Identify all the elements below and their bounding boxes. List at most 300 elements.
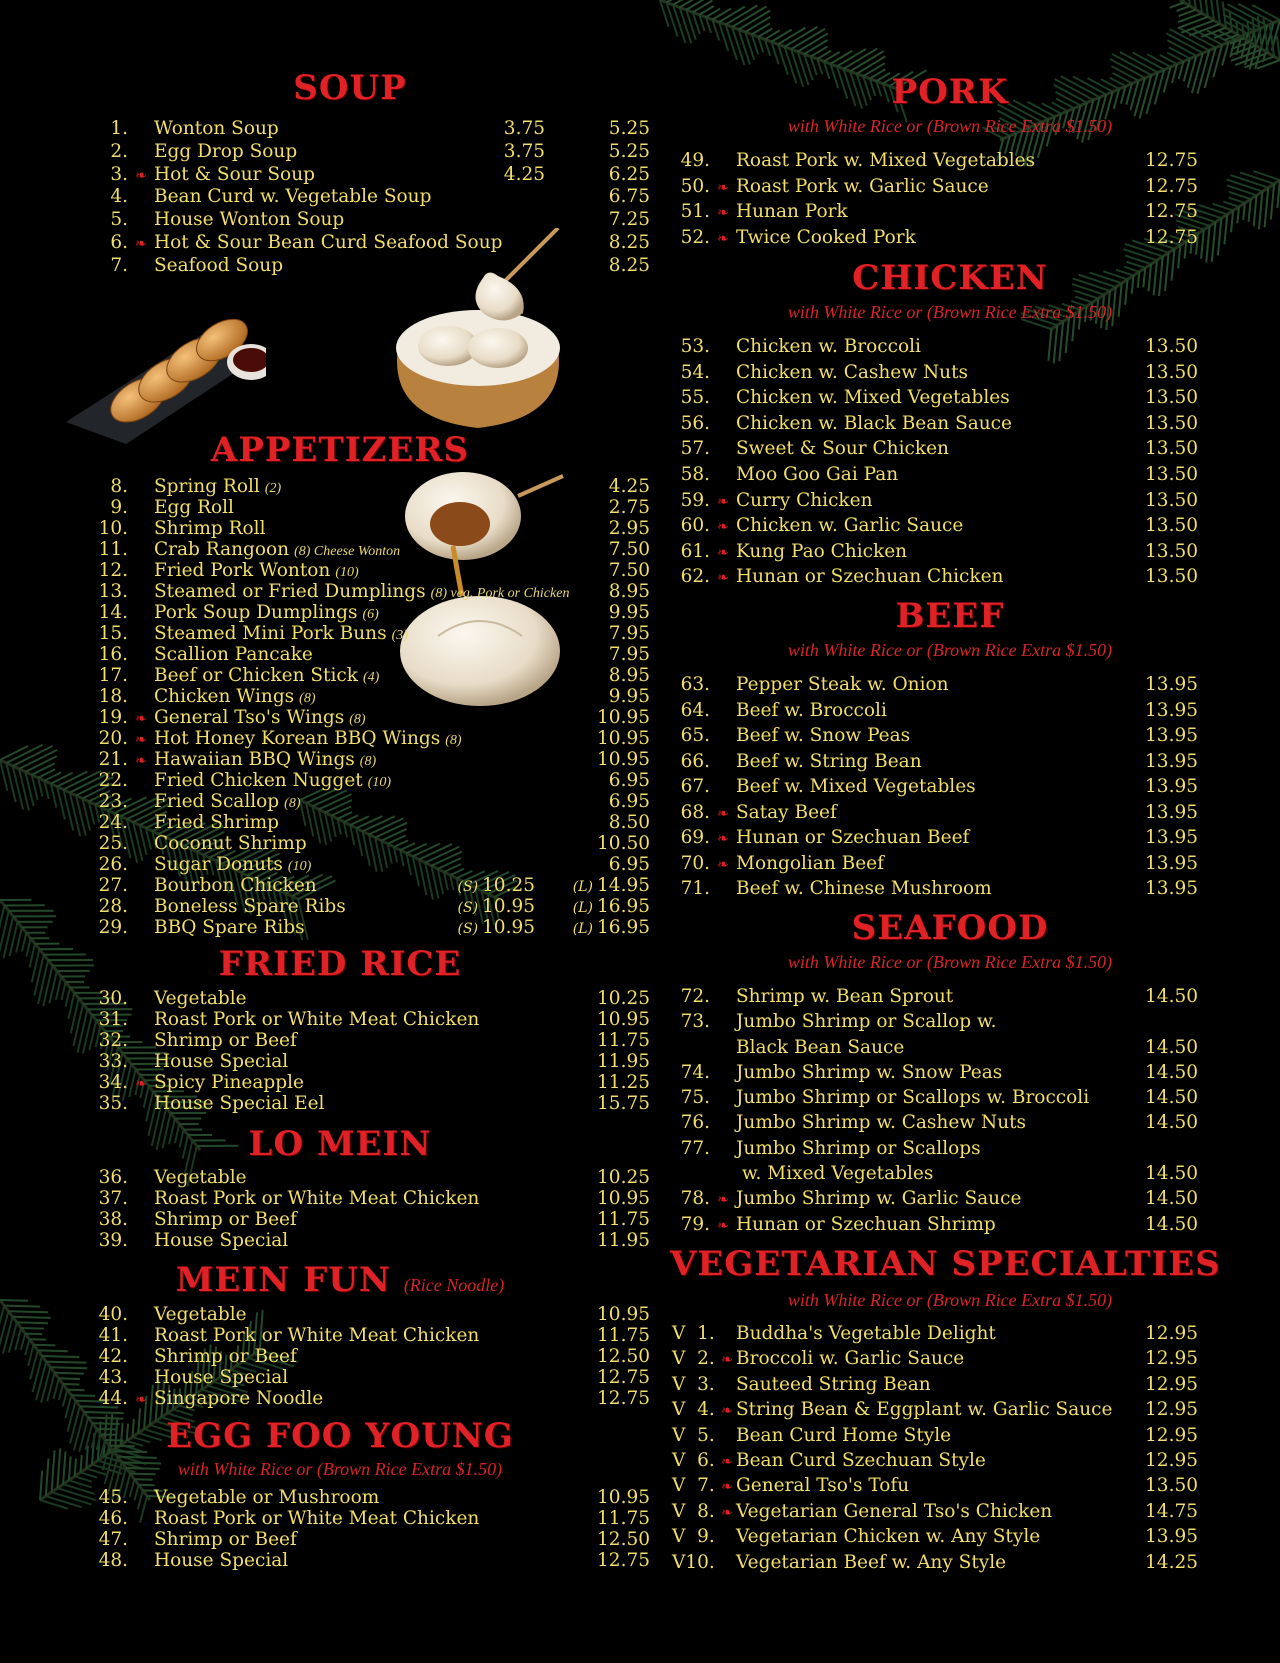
item-number: 63. <box>680 674 710 695</box>
item-name: Kung Pao Chicken <box>736 540 908 562</box>
item-price <box>590 1093 650 1114</box>
item-number: 54. <box>680 361 710 383</box>
chili-pepper-icon: ❧ <box>135 235 147 252</box>
item-price <box>590 1009 650 1030</box>
item-name: BBQ Spare Ribs <box>154 917 305 938</box>
menu-item <box>90 1304 650 1325</box>
item-name: Roast Pork or White Meat Chicken <box>154 1188 480 1209</box>
price-value: 6.25 <box>608 163 650 185</box>
item-number: 39. <box>98 1230 128 1251</box>
menu-item <box>672 1060 1212 1085</box>
item-price <box>590 833 650 854</box>
menu-item <box>672 851 1212 877</box>
price-value: 13.95 <box>1145 776 1198 797</box>
item-number: 44. <box>98 1388 128 1409</box>
egg-foo-young-subtitle: with White Rice or (Brown Rice Extra $1.50) <box>177 1459 503 1479</box>
item-number: 16. <box>98 644 128 665</box>
item-name: House Wonton Soup <box>154 209 345 231</box>
item-price-small <box>485 141 545 164</box>
mein-fun-title <box>140 1260 540 1300</box>
item-name: w. Mixed Vegetables <box>736 1163 934 1185</box>
item-price <box>1128 1346 1198 1371</box>
item-number: 31. <box>98 1009 128 1030</box>
price-value: 11.75 <box>597 1030 650 1051</box>
item-name: Chicken w. Garlic Sauce <box>736 515 964 537</box>
chili-pepper-icon: ❧ <box>717 856 729 873</box>
item-number: 18. <box>98 686 128 707</box>
price-value: 14.75 <box>1145 1500 1198 1522</box>
mein-fun-list <box>90 1304 650 1409</box>
price-value: 3.75 <box>503 118 545 139</box>
item-name: Fried Scallop <box>154 791 280 812</box>
item-number: 75. <box>680 1087 710 1109</box>
item-price <box>1128 1035 1198 1060</box>
item-price <box>590 1304 650 1325</box>
item-price <box>590 164 650 187</box>
item-name: Seafood Soup <box>154 254 284 276</box>
chili-pepper-icon: ❧ <box>135 1392 147 1408</box>
item-number: 45. <box>98 1487 128 1508</box>
price-value: 13.50 <box>1145 412 1198 434</box>
price-value: 13.50 <box>1145 438 1198 460</box>
item-price <box>1128 800 1198 826</box>
price-value: 8.95 <box>608 665 650 686</box>
price-value: 16.95 <box>597 917 650 938</box>
item-number: 20. <box>98 728 128 749</box>
price-value: 14.50 <box>1145 1213 1198 1235</box>
item-number: 64. <box>680 699 710 721</box>
price-value: 10.95 <box>597 1009 650 1030</box>
item-number: 21. <box>98 749 128 770</box>
menu-item <box>672 1448 1212 1473</box>
menu-item <box>672 1161 1212 1186</box>
item-number: 53. <box>680 336 710 357</box>
item-number: 47. <box>98 1529 128 1550</box>
menu-item <box>672 488 1212 514</box>
item-name: House Special <box>154 1230 289 1251</box>
item-price <box>590 232 650 255</box>
menu-item <box>90 896 650 917</box>
item-number: 36. <box>98 1167 128 1188</box>
menu-item <box>672 749 1212 775</box>
chicken-title: CHICKEN <box>852 258 1048 298</box>
vegetarian-title: VEGETARIAN SPECIALTIES <box>670 1244 1221 1284</box>
item-number: 6. <box>110 231 128 253</box>
item-number: 3. <box>110 163 128 185</box>
item-name: Shrimp or Beef <box>154 1346 297 1367</box>
price-value: 12.50 <box>597 1346 650 1367</box>
price-value: 10.25 <box>597 988 650 1009</box>
item-price <box>590 749 650 770</box>
chili-pepper-icon: ❧ <box>135 732 147 748</box>
item-note: (8) veg. Pork or Chicken <box>430 586 570 601</box>
appetizers-list <box>90 476 650 938</box>
item-name: Beef w. String Bean <box>736 750 922 772</box>
item-price <box>590 1230 650 1251</box>
menu-item <box>90 1230 650 1251</box>
menu-item <box>90 1346 650 1367</box>
pork-subtitle: with White Rice or (Brown Rice Extra $1.50) <box>787 116 1113 136</box>
menu-item <box>672 360 1212 386</box>
menu-item <box>90 186 650 209</box>
menu-item <box>672 1524 1212 1549</box>
price-value: 8.25 <box>608 254 650 276</box>
price-value: 12.75 <box>1145 201 1198 222</box>
item-price <box>590 602 650 623</box>
item-number: 78. <box>680 1188 710 1210</box>
item-name: Vegetable <box>154 1167 247 1188</box>
item-price <box>590 1550 650 1571</box>
price-value: 13.95 <box>1145 725 1198 746</box>
item-note: (4) <box>362 670 380 685</box>
item-number: 14. <box>98 602 128 623</box>
item-number: 72. <box>680 986 710 1007</box>
price-value: 5.25 <box>608 118 650 139</box>
item-name: Hot & Sour Soup <box>154 163 315 185</box>
menu-item <box>90 1325 650 1346</box>
item-price <box>1128 1448 1198 1473</box>
item-name: Broccoli w. Garlic Sauce <box>736 1348 965 1370</box>
price-value: 13.95 <box>1145 1526 1198 1548</box>
item-name: Roast Pork or White Meat Chicken <box>154 1009 480 1030</box>
price-value: 8.25 <box>608 231 650 253</box>
price-value: 9.95 <box>608 686 650 707</box>
item-name: Fried Chicken Nugget <box>154 770 363 791</box>
item-number: 19. <box>98 707 128 728</box>
item-name: Jumbo Shrimp w. Snow Peas <box>736 1061 1003 1083</box>
beef-title: BEEF <box>895 596 1005 636</box>
price-value: 12.50 <box>597 1529 650 1550</box>
item-number: 73. <box>680 1011 710 1033</box>
item-price <box>590 1167 650 1188</box>
egg-foo-young-title: EGG FOO YOUNG <box>166 1416 514 1456</box>
menu-item <box>90 791 650 812</box>
menu-item <box>90 1167 650 1188</box>
menu-item <box>672 564 1212 590</box>
item-name: Shrimp or Beef <box>154 1030 297 1051</box>
item-name: Jumbo Shrimp or Scallops w. Broccoli <box>736 1087 1090 1109</box>
item-number: 24. <box>98 812 128 833</box>
item-number: 12. <box>98 560 128 581</box>
item-price <box>590 539 650 560</box>
menu-item <box>90 1529 650 1550</box>
price-value: 3.75 <box>503 140 545 162</box>
item-name: Hawaiian BBQ Wings <box>154 749 355 770</box>
item-price <box>1128 984 1198 1009</box>
price-value: 7.25 <box>608 209 650 231</box>
item-name: Steamed Mini Pork Buns <box>154 623 387 644</box>
item-price <box>590 497 650 518</box>
menu-item <box>672 1085 1212 1110</box>
item-name: Spring Roll <box>154 476 260 497</box>
item-price <box>1128 1321 1198 1346</box>
price-value: 14.50 <box>1145 1036 1198 1058</box>
price-value: 7.50 <box>608 560 650 581</box>
item-price <box>590 186 650 209</box>
item-price <box>1128 825 1198 851</box>
chicken-list <box>672 334 1212 590</box>
item-price <box>1128 462 1198 488</box>
item-name: Sugar Donuts <box>154 854 283 875</box>
price-value: 11.75 <box>597 1508 650 1529</box>
item-number: 69. <box>680 827 710 848</box>
price-value: 7.50 <box>608 539 650 560</box>
menu-item <box>90 854 650 875</box>
menu-item <box>90 497 650 518</box>
chili-pepper-icon: ❧ <box>717 1192 729 1209</box>
item-number: 70. <box>680 852 710 874</box>
item-note: (3) <box>391 628 408 643</box>
menu-item <box>90 1209 650 1230</box>
item-price <box>1128 411 1198 437</box>
chili-pepper-icon: ❧ <box>717 493 729 510</box>
item-number: 46. <box>98 1508 128 1529</box>
size-label: (S) <box>457 900 479 916</box>
seafood-list <box>672 984 1212 1237</box>
price-value: 11.95 <box>597 1051 650 1072</box>
menu-item <box>90 560 650 581</box>
price-value: 10.25 <box>597 1167 650 1188</box>
price-value: 10.95 <box>597 728 650 749</box>
item-name: Coconut Shrimp <box>154 833 307 854</box>
menu-item <box>90 686 650 707</box>
item-price <box>590 1030 650 1051</box>
menu-item <box>90 118 650 141</box>
menu-item <box>672 1346 1212 1371</box>
item-number: 38. <box>98 1209 128 1230</box>
item-price <box>590 1529 650 1550</box>
item-number: 51. <box>680 201 710 222</box>
item-note: (6) <box>362 607 379 622</box>
fried-dumplings-photo <box>66 292 266 444</box>
item-name: Roast Pork w. Mixed Vegetables <box>736 150 1036 171</box>
chili-pepper-icon: ❧ <box>717 1217 729 1234</box>
item-number: 71. <box>680 878 710 899</box>
item-number: 9. <box>110 497 128 518</box>
seafood-subtitle: with White Rice or (Brown Rice Extra $1.50) <box>787 952 1113 972</box>
price-value: 10.95 <box>597 707 650 728</box>
item-name: Beef or Chicken Stick <box>154 665 358 686</box>
item-price <box>1128 385 1198 411</box>
item-price <box>590 1325 650 1346</box>
item-price <box>590 728 650 749</box>
item-price <box>1128 1110 1198 1135</box>
item-number: 2. <box>110 140 128 162</box>
item-name: Twice Cooked Pork <box>736 226 916 248</box>
item-price <box>590 1346 650 1367</box>
item-number: 55. <box>680 387 710 409</box>
item-name: Satay Beef <box>736 801 837 823</box>
item-name: Hot & Sour Bean Curd Seafood Soup <box>154 231 503 253</box>
beef-subtitle: with White Rice or (Brown Rice Extra $1.50) <box>787 640 1113 660</box>
fried-rice-title: FRIED RICE <box>218 944 462 984</box>
item-number: 68. <box>680 801 710 823</box>
price-value: 12.95 <box>1145 1424 1198 1446</box>
item-note: (2) <box>264 481 282 496</box>
item-name: Bourbon Chicken <box>154 875 317 896</box>
item-note: (8) <box>349 712 366 727</box>
menu-item <box>90 1188 650 1209</box>
item-number: V 4. <box>672 1399 715 1421</box>
item-number: 17. <box>98 665 128 686</box>
item-name: Bean Curd Home Style <box>736 1424 952 1446</box>
price-value: 13.50 <box>1145 566 1198 588</box>
item-price <box>1128 334 1198 360</box>
item-name: Chicken Wings <box>154 686 295 707</box>
item-name: Pepper Steak w. Onion <box>736 674 949 695</box>
item-name: House Special <box>154 1051 289 1072</box>
item-name: Black Bean Sauce <box>736 1036 905 1058</box>
item-price <box>590 141 650 164</box>
menu-item <box>672 385 1212 411</box>
price-value: 13.50 <box>1145 515 1198 537</box>
price-value: 10.25 <box>482 875 535 896</box>
item-number: 67. <box>680 776 710 797</box>
size-label: (S) <box>457 879 479 895</box>
item-number: 61. <box>680 540 710 562</box>
price-value: 14.25 <box>1145 1551 1198 1573</box>
price-value: 2.95 <box>608 518 650 539</box>
item-name: Roast Pork w. Garlic Sauce <box>736 175 989 197</box>
item-name: Chicken w. Mixed Vegetables <box>736 387 1010 409</box>
item-number: 79. <box>680 1213 710 1235</box>
pork-title: PORK <box>891 72 1009 112</box>
menu-item <box>672 800 1212 826</box>
item-note: (8) <box>445 733 462 748</box>
menu-item <box>672 1321 1212 1346</box>
price-value: 13.50 <box>1145 336 1198 357</box>
item-name: Roast Pork or White Meat Chicken <box>154 1508 480 1529</box>
price-value: 10.95 <box>597 1487 650 1508</box>
item-price <box>590 1487 650 1508</box>
item-price <box>1128 1372 1198 1397</box>
item-name: Spicy Pineapple <box>154 1072 304 1093</box>
item-price <box>590 255 650 278</box>
price-value: 14.50 <box>1145 1188 1198 1210</box>
menu-item <box>90 140 650 164</box>
price-value: 12.75 <box>1145 226 1198 248</box>
price-value: 13.95 <box>1145 699 1198 721</box>
item-number: 40. <box>98 1304 128 1325</box>
item-number: 58. <box>680 463 710 485</box>
menu-item <box>90 1093 650 1114</box>
price-value: 14.50 <box>1145 1163 1198 1185</box>
item-price <box>1128 564 1198 590</box>
item-number: 74. <box>680 1061 710 1083</box>
menu-item <box>90 1072 650 1093</box>
item-name: Jumbo Shrimp w. Garlic Sauce <box>736 1188 1022 1210</box>
menu-item <box>672 1009 1212 1034</box>
item-price <box>550 896 650 919</box>
item-number: 10. <box>98 518 128 539</box>
price-value: 7.95 <box>608 644 650 665</box>
item-number: V 5. <box>672 1424 715 1446</box>
item-price <box>1128 174 1198 200</box>
chili-pepper-icon: ❧ <box>717 544 729 561</box>
menu-item <box>90 665 650 686</box>
menu-item <box>90 163 650 187</box>
item-number: 13. <box>98 581 128 602</box>
price-value: 12.95 <box>1145 1373 1198 1395</box>
chili-pepper-icon: ❧ <box>717 230 729 247</box>
item-price <box>1128 698 1198 724</box>
menu-item <box>672 1035 1212 1060</box>
item-price <box>1128 1060 1198 1085</box>
item-number: 37. <box>98 1188 128 1209</box>
item-name: Chicken w. Broccoli <box>736 336 921 357</box>
item-price <box>590 791 650 812</box>
menu-item <box>90 749 650 770</box>
menu-item <box>90 644 650 665</box>
price-value: 14.95 <box>597 875 650 896</box>
chili-pepper-icon: ❧ <box>717 570 729 587</box>
item-price <box>590 560 650 581</box>
chili-pepper-icon: ❧ <box>721 1479 733 1496</box>
item-price <box>590 854 650 875</box>
item-price <box>590 1188 650 1209</box>
item-number: 29. <box>98 917 128 938</box>
item-price <box>1128 723 1198 749</box>
item-name: Crab Rangoon <box>154 539 290 560</box>
item-number: 5. <box>110 209 128 231</box>
price-value: 13.95 <box>1145 674 1198 695</box>
item-note: (10) <box>287 859 312 874</box>
item-price <box>590 988 650 1009</box>
item-price <box>1128 672 1198 698</box>
item-number: 77. <box>680 1137 710 1159</box>
price-value: 11.75 <box>597 1325 650 1346</box>
item-price <box>590 518 650 539</box>
menu-item <box>672 539 1212 565</box>
menu-item <box>90 209 650 232</box>
menu-item <box>672 1550 1212 1575</box>
menu-item <box>672 1110 1212 1135</box>
price-value: 12.95 <box>1145 1348 1198 1370</box>
item-price <box>1128 749 1198 775</box>
menu-item <box>672 825 1212 851</box>
price-value: 14.50 <box>1145 1112 1198 1134</box>
item-name: Vegetarian General Tso's Chicken <box>736 1500 1053 1522</box>
item-number: 76. <box>680 1112 710 1134</box>
menu-item <box>90 254 650 278</box>
item-name: Fried Pork Wonton <box>154 560 331 581</box>
item-price <box>1128 876 1198 902</box>
menu-item <box>90 1508 650 1529</box>
menu-item <box>90 833 650 854</box>
item-number: 43. <box>98 1367 128 1388</box>
price-value: 5.25 <box>608 140 650 162</box>
item-price <box>590 1209 650 1230</box>
price-value: 7.95 <box>608 623 650 644</box>
soup-title: SOUP <box>293 68 407 108</box>
chili-pepper-icon: ❧ <box>721 1403 733 1420</box>
item-name: Egg Drop Soup <box>154 140 298 162</box>
item-price-small <box>485 118 545 141</box>
item-name: Shrimp w. Bean Sprout <box>736 986 954 1007</box>
item-price <box>1128 1499 1198 1524</box>
menu-item <box>90 581 650 602</box>
item-price <box>1128 436 1198 462</box>
menu-item <box>90 476 650 497</box>
menu-item <box>672 1473 1212 1498</box>
menu-item <box>672 698 1212 724</box>
item-price <box>1128 360 1198 386</box>
menu-item <box>90 707 650 728</box>
price-value: 6.75 <box>608 186 650 208</box>
menu-item <box>90 988 650 1009</box>
price-value: 11.75 <box>597 1209 650 1230</box>
price-value: 13.50 <box>1145 387 1198 409</box>
